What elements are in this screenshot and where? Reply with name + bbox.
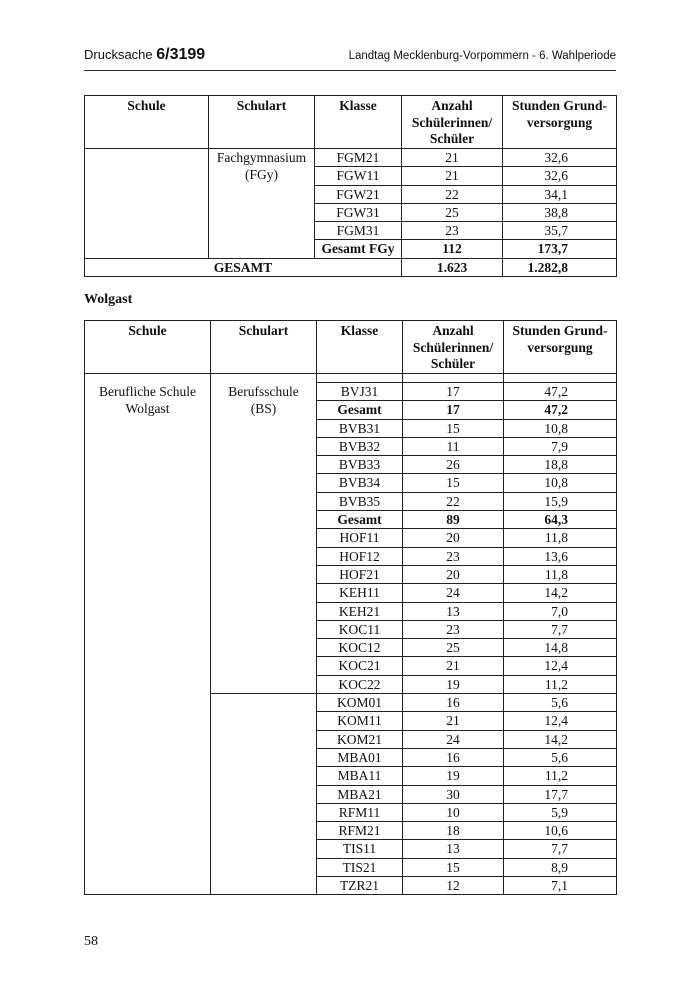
document-number: 6/3199 <box>156 46 206 63</box>
spacer-cell <box>317 374 403 383</box>
anzahl-cell: 17 <box>403 401 504 419</box>
stunden-cell: 12,4 <box>504 712 617 730</box>
anzahl-cell: 21 <box>403 712 504 730</box>
stunden-cell: 13,6 <box>504 547 617 565</box>
stunden-cell: 47,2 <box>504 401 617 419</box>
klasse-cell: FGM21 <box>315 149 402 167</box>
klasse-cell: KOM11 <box>317 712 403 730</box>
table-wolgast <box>84 320 617 895</box>
anzahl-cell: 89 <box>403 511 504 529</box>
stunden-cell: 18,8 <box>504 456 617 474</box>
schule-cell: Berufliche Schule Wolgast <box>85 383 211 895</box>
document-label: Drucksache 6/3199 <box>84 46 206 63</box>
anzahl-cell: 16 <box>403 748 504 766</box>
stunden-cell: 14,2 <box>504 584 617 602</box>
anzahl-cell: 23 <box>402 222 503 240</box>
col-header-klasse: Klasse <box>315 96 402 149</box>
section-title: Wolgast <box>84 292 133 307</box>
stunden-cell: 12,4 <box>504 657 617 675</box>
anzahl-cell: 23 <box>403 620 504 638</box>
col-header-klasse: Klasse <box>317 321 403 374</box>
anzahl-cell: 30 <box>403 785 504 803</box>
klasse-cell: HOF12 <box>317 547 403 565</box>
stunden-cell: 5,6 <box>504 748 617 766</box>
col-header-anzahl: Anzahl Schülerinnen/ Schüler <box>403 321 504 374</box>
stunden-cell: 11,8 <box>504 565 617 583</box>
anzahl-cell: 25 <box>402 203 503 221</box>
anzahl-cell: 20 <box>403 565 504 583</box>
spacer-cell <box>504 374 617 383</box>
anzahl-cell: 25 <box>403 639 504 657</box>
table-header-row <box>85 96 617 149</box>
col-header-schule: Schule <box>85 96 209 149</box>
spacer-cell <box>211 374 317 383</box>
spacer-cell <box>85 374 211 383</box>
col-header-schule: Schule <box>85 321 211 374</box>
page-header <box>84 40 616 71</box>
col-header-schulart: Schulart <box>211 321 317 374</box>
stunden-cell: 11,2 <box>504 675 617 693</box>
total-stunden: 1.282,8 <box>503 258 617 276</box>
anzahl-cell: 20 <box>403 529 504 547</box>
anzahl-cell: 12 <box>403 877 504 895</box>
stunden-cell: 14,2 <box>504 730 617 748</box>
stunden-cell: 47,2 <box>504 383 617 401</box>
anzahl-cell: 24 <box>403 584 504 602</box>
total-label: GESAMT <box>85 258 402 276</box>
klasse-cell: Gesamt <box>317 401 403 419</box>
klasse-cell: RFM21 <box>317 822 403 840</box>
anzahl-cell: 22 <box>403 492 504 510</box>
anzahl-cell: 10 <box>403 803 504 821</box>
col-header-anzahl: Anzahl Schülerinnen/ Schüler <box>402 96 503 149</box>
page-number: 58 <box>84 934 98 949</box>
klasse-cell: MBA01 <box>317 748 403 766</box>
spacer-row <box>85 374 617 383</box>
anzahl-cell: 19 <box>403 767 504 785</box>
klasse-cell: BVB34 <box>317 474 403 492</box>
anzahl-cell: 13 <box>403 602 504 620</box>
anzahl-cell: 18 <box>403 822 504 840</box>
stunden-cell: 17,7 <box>504 785 617 803</box>
anzahl-cell: 11 <box>403 437 504 455</box>
klasse-cell: TIS21 <box>317 858 403 876</box>
stunden-cell: 64,3 <box>504 511 617 529</box>
col-header-stunden: Stunden Grund-versorgung <box>503 96 617 149</box>
stunden-cell: 38,8 <box>503 203 617 221</box>
anzahl-cell: 112 <box>402 240 503 258</box>
stunden-cell: 173,7 <box>503 240 617 258</box>
spacer-cell <box>403 374 504 383</box>
klasse-cell: KOC12 <box>317 639 403 657</box>
klasse-cell: TZR21 <box>317 877 403 895</box>
stunden-cell: 5,6 <box>504 694 617 712</box>
anzahl-cell: 22 <box>402 185 503 203</box>
anzahl-cell: 23 <box>403 547 504 565</box>
stunden-cell: 10,8 <box>504 419 617 437</box>
klasse-cell: BVB31 <box>317 419 403 437</box>
schulart-cell-2 <box>211 694 317 895</box>
stunden-cell: 15,9 <box>504 492 617 510</box>
anzahl-cell: 26 <box>403 456 504 474</box>
klasse-cell: BVJ31 <box>317 383 403 401</box>
table-header-row <box>85 321 617 374</box>
klasse-cell: Gesamt <box>317 511 403 529</box>
klasse-cell: KOM21 <box>317 730 403 748</box>
klasse-cell: FGM31 <box>315 222 402 240</box>
klasse-cell: BVB33 <box>317 456 403 474</box>
klasse-cell: FGW31 <box>315 203 402 221</box>
stunden-cell: 34,1 <box>503 185 617 203</box>
klasse-cell: HOF21 <box>317 565 403 583</box>
col-header-stunden: Stunden Grund-versorgung <box>504 321 617 374</box>
schulart-cell: Berufsschule (BS) <box>211 383 317 694</box>
anzahl-cell: 15 <box>403 419 504 437</box>
stunden-cell: 8,9 <box>504 858 617 876</box>
anzahl-cell: 15 <box>403 474 504 492</box>
klasse-cell: KOC21 <box>317 657 403 675</box>
table-row <box>85 383 617 401</box>
klasse-cell: KEH11 <box>317 584 403 602</box>
schulart-cell: Fachgymnasium (FGy) <box>209 149 315 259</box>
table-previous-school <box>84 95 617 277</box>
klasse-cell: KEH21 <box>317 602 403 620</box>
klasse-cell: BVB32 <box>317 437 403 455</box>
anzahl-cell: 17 <box>403 383 504 401</box>
stunden-cell: 7,7 <box>504 620 617 638</box>
klasse-cell: KOM01 <box>317 694 403 712</box>
klasse-cell: MBA21 <box>317 785 403 803</box>
stunden-cell: 10,6 <box>504 822 617 840</box>
klasse-cell: BVB35 <box>317 492 403 510</box>
klasse-cell: HOF11 <box>317 529 403 547</box>
parliament-label: Landtag Mecklenburg-Vorpommern - 6. Wahlperiode <box>348 50 616 62</box>
anzahl-cell: 21 <box>402 149 503 167</box>
stunden-cell: 11,2 <box>504 767 617 785</box>
stunden-cell: 32,6 <box>503 167 617 185</box>
table-row <box>85 149 617 167</box>
stunden-cell: 32,6 <box>503 149 617 167</box>
klasse-cell: RFM11 <box>317 803 403 821</box>
anzahl-cell: 21 <box>403 657 504 675</box>
total-row <box>85 258 617 276</box>
stunden-cell: 5,9 <box>504 803 617 821</box>
schule-cell <box>85 149 209 259</box>
klasse-cell: KOC11 <box>317 620 403 638</box>
stunden-cell: 11,8 <box>504 529 617 547</box>
stunden-cell: 10,8 <box>504 474 617 492</box>
anzahl-cell: 21 <box>402 167 503 185</box>
stunden-cell: 35,7 <box>503 222 617 240</box>
stunden-cell: 14,8 <box>504 639 617 657</box>
anzahl-cell: 19 <box>403 675 504 693</box>
stunden-cell: 7,9 <box>504 437 617 455</box>
anzahl-cell: 13 <box>403 840 504 858</box>
klasse-cell: KOC22 <box>317 675 403 693</box>
anzahl-cell: 16 <box>403 694 504 712</box>
klasse-cell: MBA11 <box>317 767 403 785</box>
klasse-cell: FGW21 <box>315 185 402 203</box>
anzahl-cell: 15 <box>403 858 504 876</box>
klasse-cell: TIS11 <box>317 840 403 858</box>
stunden-cell: 7,1 <box>504 877 617 895</box>
stunden-cell: 7,7 <box>504 840 617 858</box>
anzahl-cell: 24 <box>403 730 504 748</box>
klasse-cell: Gesamt FGy <box>315 240 402 258</box>
klasse-cell: FGW11 <box>315 167 402 185</box>
total-anzahl: 1.623 <box>402 258 503 276</box>
col-header-schulart: Schulart <box>209 96 315 149</box>
stunden-cell: 7,0 <box>504 602 617 620</box>
